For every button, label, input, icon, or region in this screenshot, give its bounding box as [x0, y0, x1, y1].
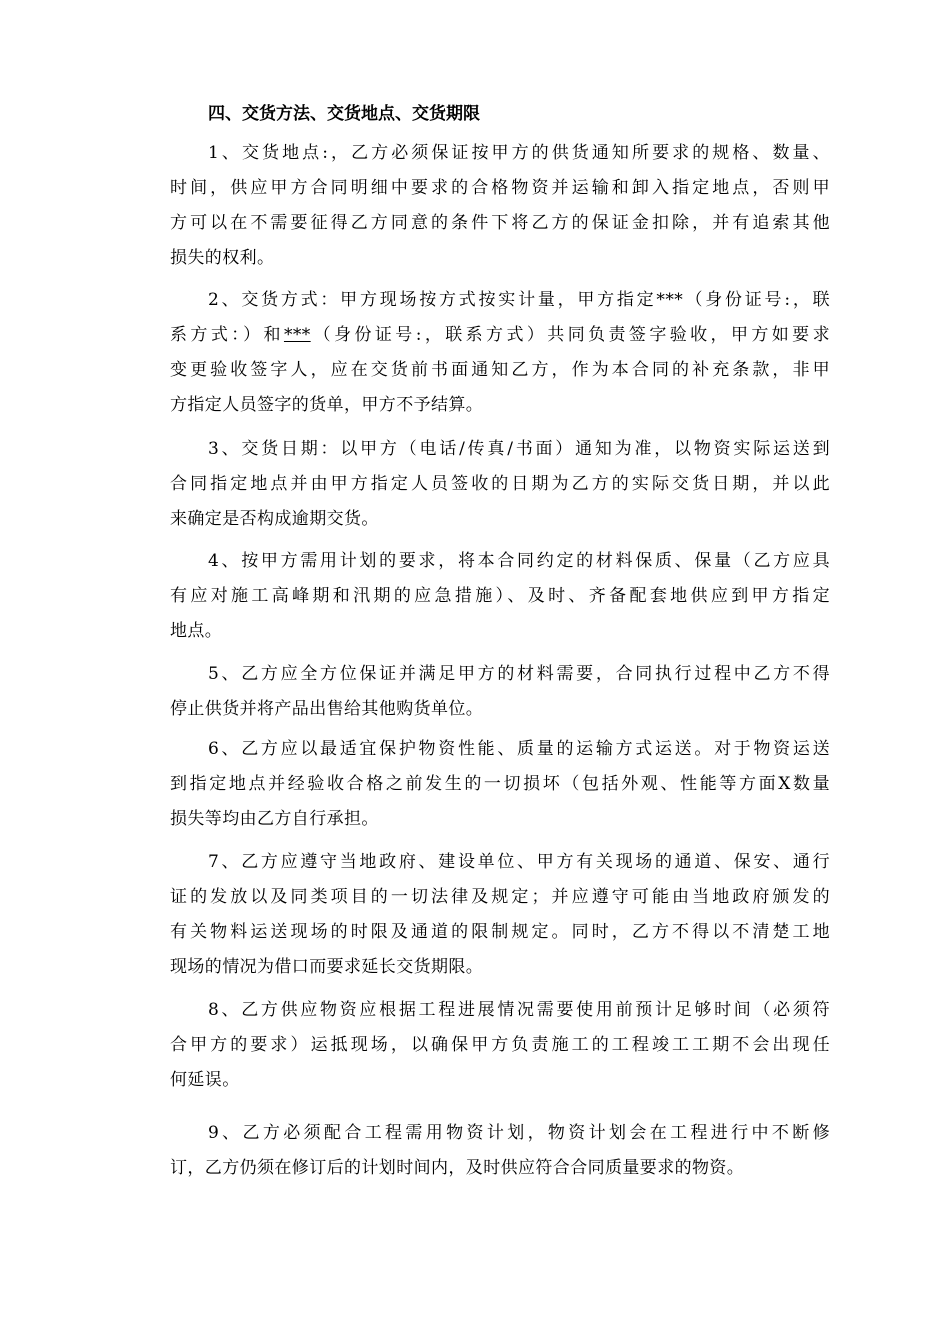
clause-7: [170, 850, 830, 979]
clause-6: [170, 737, 830, 831]
clause-line: 8、乙方供应物资应根据工程进展情况需要使用前预计足够时间（必须符: [208, 1000, 830, 1020]
clause-line: 5、乙方应全方位保证并满足甲方的材料需要，合同执行过程中乙方不得: [208, 664, 830, 684]
clause-line: 合甲方的要求）运抵现场，以确保甲方负责施工的工程竣工工期不会出现任: [170, 1035, 830, 1055]
clause-line: 到指定地点并经验收合格之前发生的一切损坏（包括外观、性能等方面X数量: [170, 774, 830, 794]
clause-line: 9、乙方必须配合工程需用物资计划，物资计划会在工程进行中不断修: [208, 1123, 830, 1143]
clause-line: 证的发放以及同类项目的一切法律及规定；并应遵守可能由当地政府颁发的: [170, 887, 830, 907]
clause-line: 2、交货方式：甲方现场按方式按实计量，甲方指定***（身份证号:，联: [208, 290, 830, 310]
clause-text: （身份证号:，联系方式）共同负责签字验收，甲方如要求: [310, 325, 830, 345]
clause-line: 时间，供应甲方合同明细中要求的合格物资并运输和卸入指定地点，否则甲: [170, 178, 830, 198]
clause-line: 6、乙方应以最适宜保护物资性能、质量的运输方式运送。对于物资运送: [208, 739, 830, 759]
clause-line: 有关物料运送现场的时限及通道的限制规定。同时，乙方不得以不清楚工地: [170, 922, 830, 942]
clause-line-mixed: [170, 323, 830, 347]
section-heading: 四、交货方法、交货地点、交货期限: [208, 104, 480, 124]
clause-4: [170, 549, 830, 643]
clause-line: 3、交货日期：以甲方（电话/传真/书面）通知为准，以物资实际运送到: [208, 439, 830, 459]
clause-line: 现场的情况为借口而要求延长交货期限。: [170, 957, 484, 977]
clause-line: 有应对施工高峰期和汛期的应急措施）、及时、齐备配套地供应到甲方指定: [170, 586, 830, 606]
clause-line: 何延误。: [170, 1070, 240, 1090]
clause-line: 1、交货地点:，乙方必须保证按甲方的供货通知所要求的规格、数量、: [208, 143, 830, 163]
clause-line: 地点。: [170, 621, 223, 641]
clause-line: 损失等均由乙方自行承担。: [170, 809, 379, 829]
clause-line: 方可以在不需要征得乙方同意的条件下将乙方的保证金扣除，并有追索其他: [170, 213, 830, 233]
clause-9: [170, 1121, 830, 1180]
clause-line: 损失的权利。: [170, 248, 275, 268]
clause-line: 停止供货并将产品出售给其他购货单位。: [170, 699, 484, 719]
clause-line: 7、乙方应遵守当地政府、建设单位、甲方有关现场的通道、保安、通行: [208, 852, 830, 872]
clause-8: [170, 998, 830, 1092]
underlined-placeholder: ***: [283, 325, 311, 345]
clause-text: 系方式：）和: [170, 325, 284, 345]
clause-line: 订，乙方仍须在修订后的计划时间内，及时供应符合合同质量要求的物资。: [170, 1158, 745, 1178]
clause-line: 来确定是否构成逾期交货。: [170, 509, 379, 529]
clause-5: [170, 662, 830, 721]
clause-line: 变更验收签字人，应在交货前书面通知乙方，作为本合同的补充条款，非甲: [170, 360, 830, 380]
clause-line: 方指定人员签字的货单，甲方不予结算。: [170, 395, 484, 415]
clause-line: 合同指定地点并由甲方指定人员签收的日期为乙方的实际交货日期，并以此: [170, 474, 830, 494]
clause-2: [170, 288, 830, 417]
clause-3: [170, 437, 830, 531]
clause-1: [170, 141, 830, 270]
clause-line: 4、按甲方需用计划的要求，将本合同约定的材料保质、保量（乙方应具: [208, 551, 830, 571]
